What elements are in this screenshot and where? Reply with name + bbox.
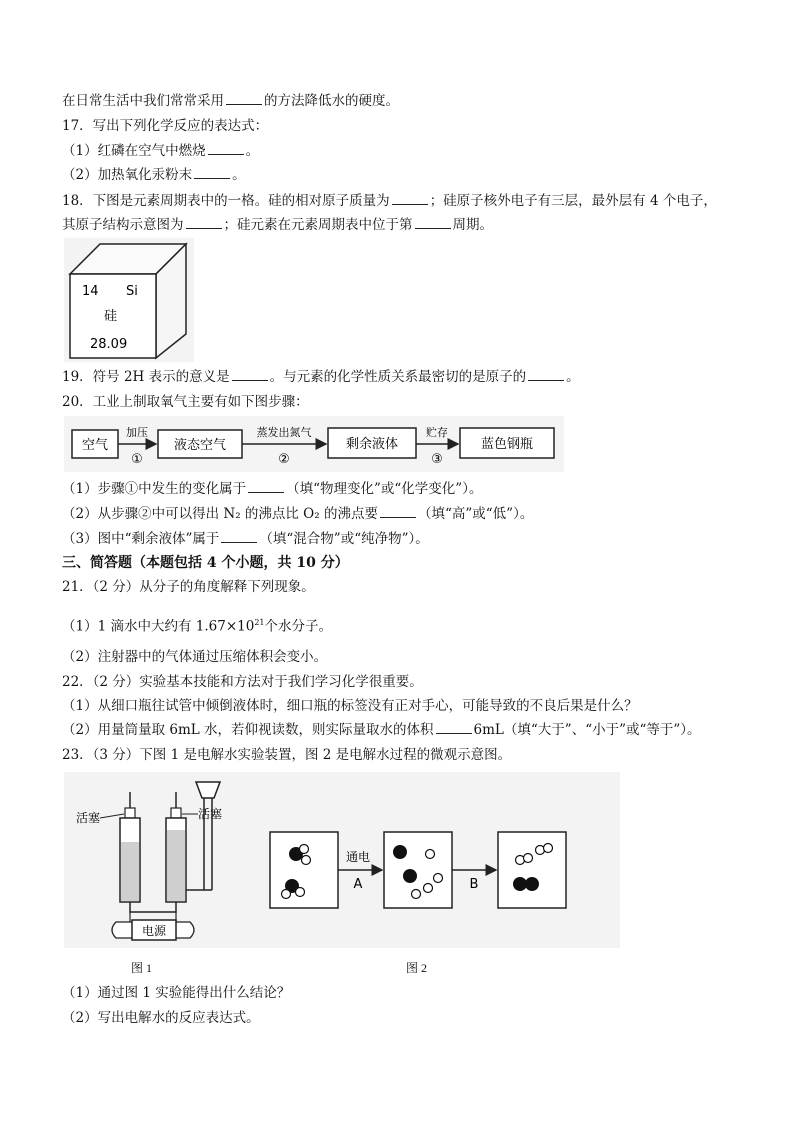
- element-symbol: Si: [126, 284, 138, 299]
- q18-line2: [62, 216, 493, 234]
- q21-title: 21．（2 分）从分子的角度解释下列现象。: [62, 579, 315, 595]
- text: （1）步骤①中发生的变化属于: [62, 481, 247, 497]
- text: （填“高”或“低”）。: [417, 506, 534, 522]
- q20-title: 20．工业上制取氧气主要有如下图步骤：: [62, 394, 309, 410]
- q20-1: [62, 480, 482, 498]
- text: ；硅元素在元素周期表中位于第: [223, 217, 413, 233]
- text: 。: [566, 369, 580, 385]
- answer-blank[interactable]: [248, 480, 284, 493]
- section-3-heading: 三、简答题（本题包括 4 个小题，共 10 分）: [62, 555, 349, 571]
- arrow3-label: 贮存: [426, 426, 448, 439]
- box-air-label: 空气: [81, 438, 109, 453]
- q22-1: （1）从细口瓶往试管中倾倒液体时，细口瓶的标签没有正对手心，可能导致的不良后果是什么？: [62, 698, 638, 714]
- answer-blank[interactable]: [392, 192, 428, 205]
- text: ；硅原子核外电子有三层，最外层有 4 个电子，: [429, 193, 717, 209]
- electrolysis-figures: [64, 772, 620, 948]
- text: （2）从步骤②中可以得出 N₂ 的沸点比 O₂ 的沸点要: [62, 506, 378, 522]
- q21-2: （2）注射器中的气体通过压缩体积会变小。: [62, 649, 328, 665]
- arrow-b-label: B: [469, 877, 479, 892]
- right-stopcock-label: 活塞: [198, 807, 223, 821]
- arrow1-label: 加压: [126, 426, 148, 439]
- exponent: 21: [254, 618, 265, 627]
- text: （3）图中“剩余液体”属于: [62, 531, 220, 547]
- q23-2: （2）写出电解水的反应表达式。: [62, 1010, 260, 1026]
- q17-title: 17．写出下列化学反应的表达式：: [62, 118, 269, 134]
- q20-3: [62, 530, 429, 548]
- atomic-number: 14: [82, 284, 99, 299]
- arrow-a-label: A: [353, 877, 363, 892]
- answer-blank[interactable]: [208, 142, 244, 155]
- arrow2-label: 蒸发出氮气: [256, 426, 312, 439]
- text: （2）加热氧化汞粉末: [62, 167, 193, 183]
- q22-2: [62, 721, 701, 739]
- figure2-caption: 图 2: [406, 961, 428, 975]
- q17-1: [62, 142, 259, 160]
- text: 其原子结构示意图为: [62, 217, 184, 233]
- answer-blank[interactable]: [415, 216, 451, 229]
- text: 6mL（填“大于”、“小于”或“等于”）。: [473, 722, 701, 738]
- answer-blank[interactable]: [436, 721, 472, 734]
- figure1-caption: 图 1: [131, 961, 153, 975]
- q19: [62, 368, 580, 386]
- panel-product-molecules: [498, 832, 566, 908]
- text: 的方法降低水的硬度。: [264, 93, 399, 109]
- text: （填“物理变化”或“化学变化”）。: [286, 481, 483, 497]
- element-name: 硅: [104, 309, 118, 324]
- arrow-a-top-label: 通电: [345, 850, 371, 864]
- answer-blank[interactable]: [221, 530, 257, 543]
- left-stopcock-label: 活塞: [76, 811, 101, 825]
- text: 。: [245, 143, 260, 159]
- q23-title: 23．（3 分）下图 1 是电解水实验装置，图 2 是电解水过程的微观示意图。: [62, 747, 512, 763]
- text: （1）红磷在空气中燃烧: [62, 143, 206, 159]
- answer-blank[interactable]: [226, 92, 262, 105]
- text: 19．符号 2H 表示的意义是: [62, 369, 230, 385]
- answer-blank[interactable]: [528, 368, 564, 381]
- q21-1: [62, 614, 332, 636]
- power-label: 电源: [141, 924, 167, 938]
- q23-1: （1）通过图 1 实验能得出什么结论？: [62, 985, 291, 1001]
- water-hardness-line: [62, 92, 399, 110]
- q18-line1: [62, 192, 717, 210]
- oxygen-process-diagram: [64, 416, 564, 472]
- arrow1-step: ①: [131, 452, 143, 467]
- answer-blank[interactable]: [186, 216, 222, 229]
- text: 周期。: [452, 217, 493, 233]
- atomic-mass: 28.09: [90, 337, 128, 352]
- arrow3-step: ③: [431, 452, 443, 467]
- q20-2: [62, 505, 533, 523]
- silicon-element-cell: [64, 238, 194, 362]
- box-blue-cylinder-label: 蓝色钢瓶: [480, 437, 534, 452]
- answer-blank[interactable]: [380, 505, 416, 518]
- text: 。与元素的化学性质关系最密切的是原子的: [269, 369, 527, 385]
- text: 在日常生活中我们常常采用: [62, 93, 224, 109]
- box-remaining-liquid-label: 剩余液体: [345, 437, 399, 452]
- answer-blank[interactable]: [194, 166, 230, 179]
- text: （1）1 滴水中大约有 1.67×10: [62, 618, 255, 635]
- text: 18．下图是元素周期表中的一格。硅的相对原子质量为: [62, 193, 390, 209]
- microscopic-diagram: [270, 832, 566, 908]
- q22-title: 22．（2 分）实验基本技能和方法对于我们学习化学很重要。: [62, 674, 423, 690]
- panel-water-molecules: [270, 832, 338, 908]
- answer-blank[interactable]: [232, 368, 268, 381]
- text: （填“混合物”或“纯净物”）。: [259, 531, 429, 547]
- q17-2: [62, 166, 246, 184]
- text: （2）用量筒量取 6mL 水，若仰视读数，则实际量取水的体积: [62, 722, 434, 738]
- text: 。: [232, 167, 246, 183]
- text: 个水分子。: [264, 618, 332, 635]
- arrow2-step: ②: [278, 452, 290, 467]
- box-liquid-air-label: 液态空气: [173, 438, 227, 453]
